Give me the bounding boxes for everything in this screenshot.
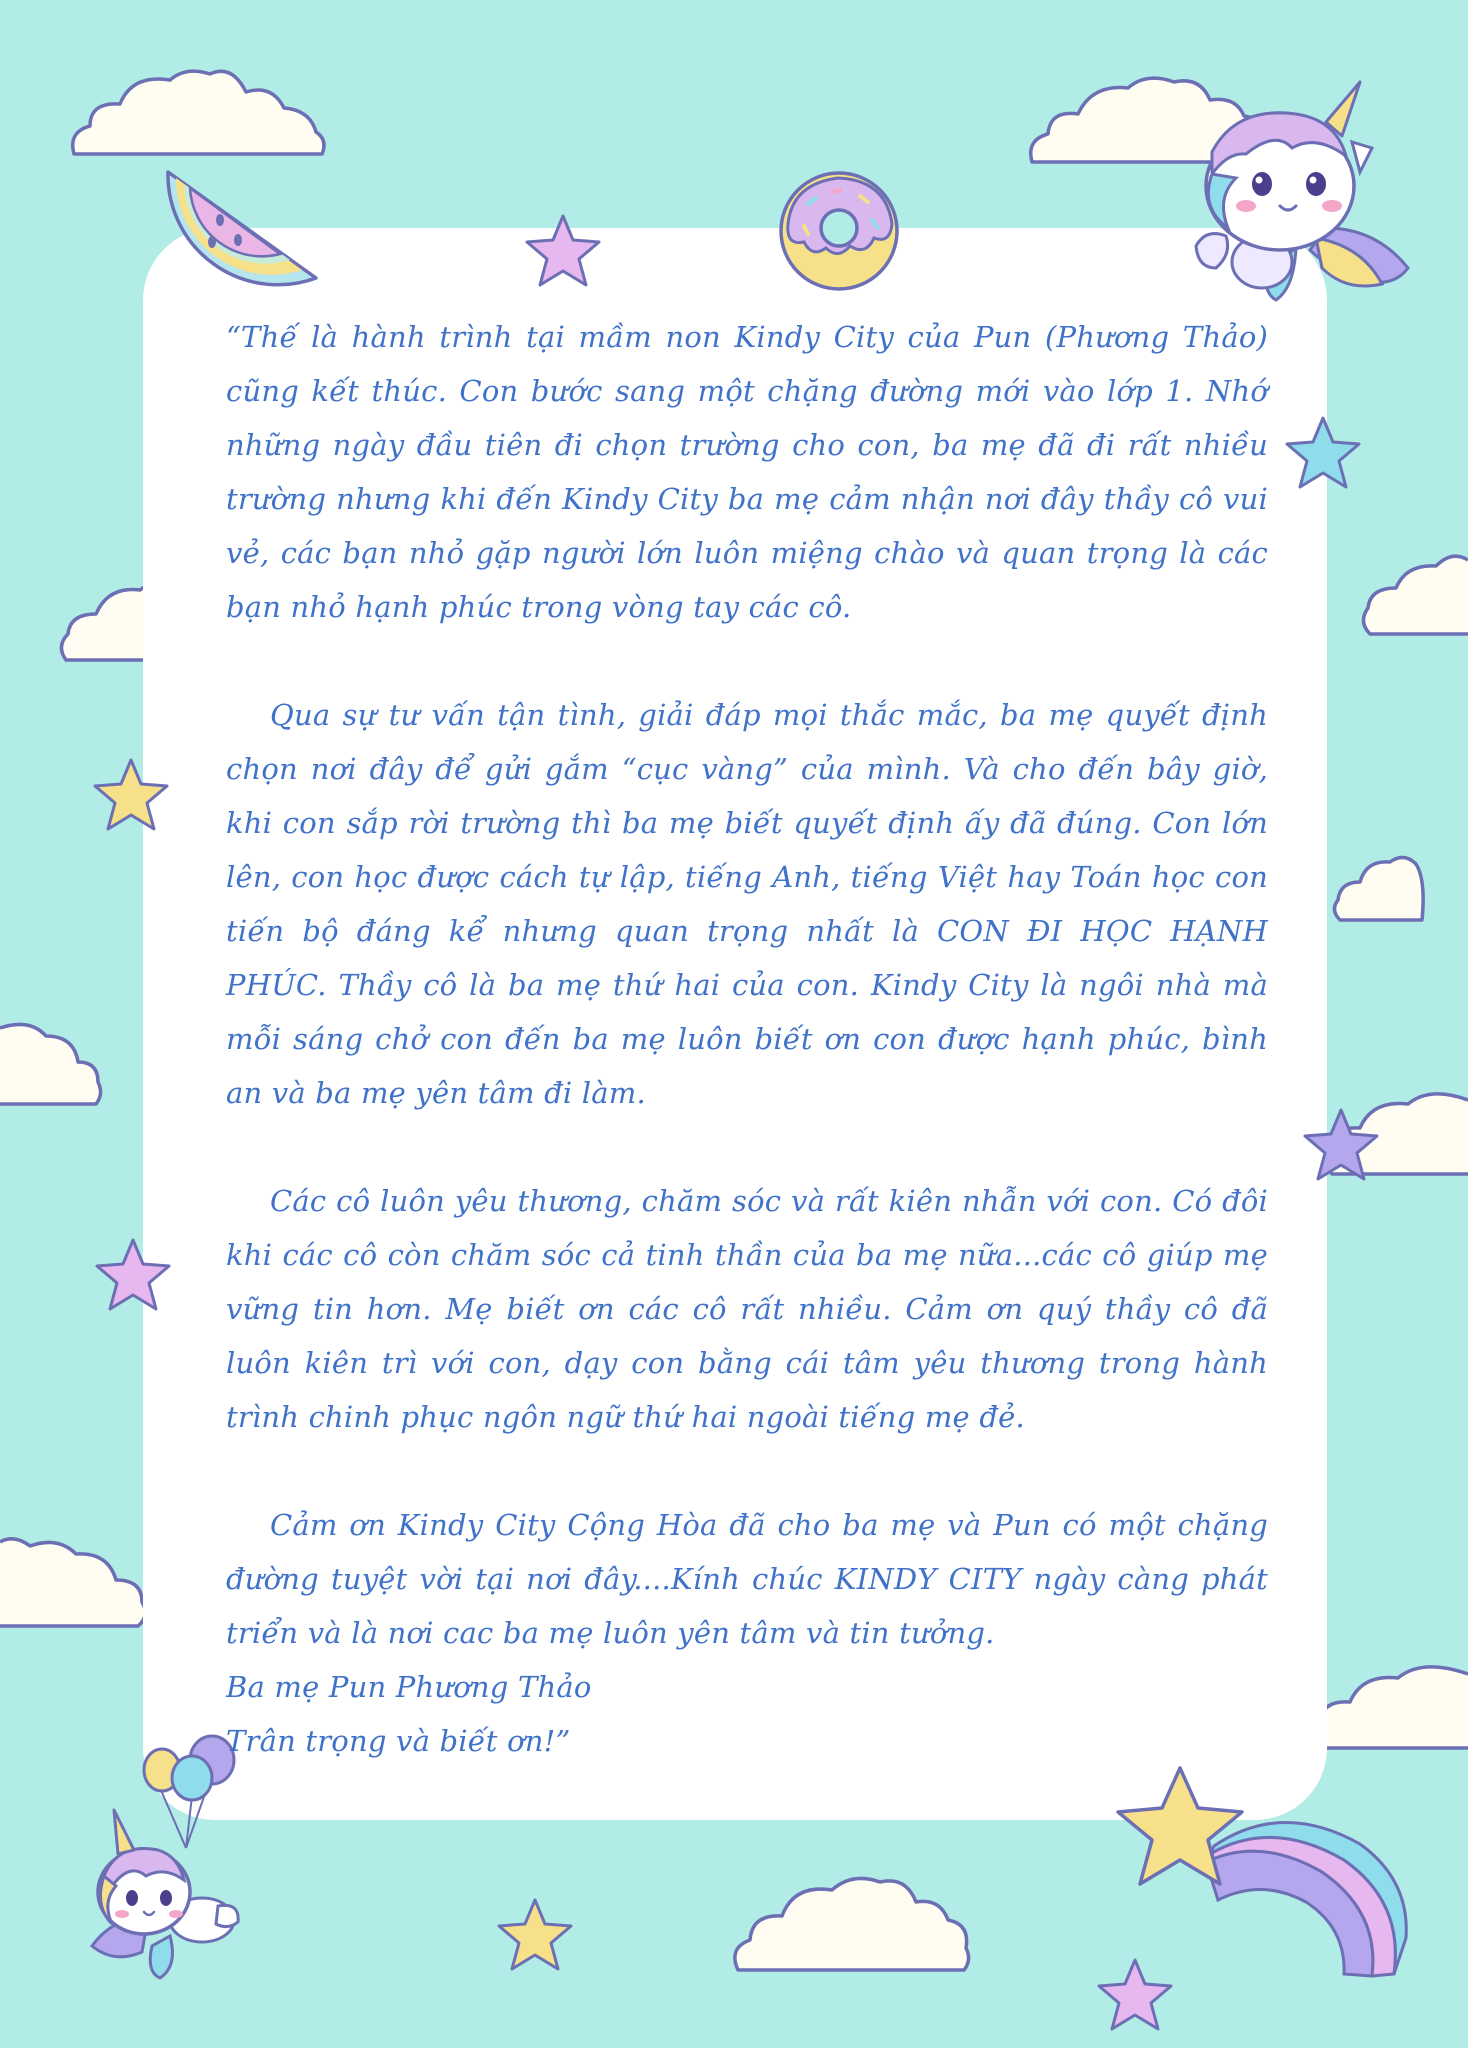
cloud-icon: [0, 1532, 150, 1632]
letter-signature: Ba mẹ Pun Phương Thảo: [226, 1670, 592, 1704]
cloud-icon: [0, 1010, 104, 1110]
cloud-icon: [1330, 840, 1426, 926]
watermelon-icon: [150, 164, 330, 314]
letter-body: [226, 310, 1268, 1768]
star-icon: [1282, 414, 1364, 492]
star-icon: [1300, 1106, 1382, 1184]
letter-paragraph-4: Cảm ơn Kindy City Cộng Hòa đã cho ba mẹ và Pun có một chặng đường tuyệt vời tại nơi đây....Kính chúc KINDY CITY ngày càng phát triển và là nơi cac ba mẹ luôn yên tâm và tin tưởng.: [226, 1508, 1268, 1650]
letter-closing: Trân trọng và biết ơn!”: [226, 1724, 571, 1758]
star-icon: [92, 1236, 174, 1314]
cloud-icon: [1356, 544, 1468, 640]
cloud-icon: [728, 1868, 972, 1978]
letter-paragraph-3: Các cô luôn yêu thương, chăm sóc và rất kiên nhẫn với con. Có đôi khi các cô còn chăm sóc cả tinh thần của ba mẹ nữa...các cô giúp mẹ vững tin hơn. Mẹ biết ơn các cô rất nhiều. Cảm ơn quý thầy cô đã luôn kiên trì với con, dạy con bằng cái tâm yêu thương trong hành trình chinh phục ngôn ngữ thứ hai ngoài tiếng mẹ đẻ.: [226, 1184, 1268, 1434]
letter-paragraph-1: “Thế là hành trình tại mầm non Kindy City của Pun (Phương Thảo) cũng kết thúc. Con bước sang một chặng đường mới vào lớp 1. Nhớ những ngày đầu tiên đi chọn trường cho con, ba mẹ đã đi rất nhiều trường nhưng khi đến Kindy City ba mẹ cảm nhận nơi đây thầy cô vui vẻ, các bạn nhỏ gặp người lớn luôn miệng chào và quan trọng là các bạn nhỏ hạnh phúc trong vòng tay các cô.: [226, 320, 1268, 624]
star-icon: [522, 212, 604, 290]
shooting-star-icon: [1110, 1762, 1410, 1992]
unicorn-icon: [54, 1806, 244, 1982]
star-icon: [494, 1896, 576, 1974]
cloud-icon: [66, 62, 330, 162]
donut-icon: [774, 168, 904, 294]
unicorn-icon: [1176, 78, 1420, 308]
star-icon: [90, 756, 172, 834]
letter-paragraph-2: Qua sự tư vấn tận tình, giải đáp mọi thắc mắc, ba mẹ quyết định chọn nơi đây để gửi gắm “cục vàng” của mình. Và cho đến bây giờ, khi con sắp rời trường thì ba mẹ biết quyết định ấy đã đúng. Con lớn lên, con học được cách tự lập, tiếng Anh, tiếng Việt hay Toán học con tiến bộ đáng kể nhưng quan trọng nhất là CON ĐI HỌC HẠNH PHÚC. Thầy cô là ba mẹ thứ hai của con. Kindy City là ngôi nhà mà mỗi sáng chở con đến ba mẹ luôn biết ơn con được hạnh phúc, bình an và ba mẹ yên tâm đi làm.: [226, 698, 1268, 1110]
cloud-icon: [1306, 1654, 1468, 1754]
